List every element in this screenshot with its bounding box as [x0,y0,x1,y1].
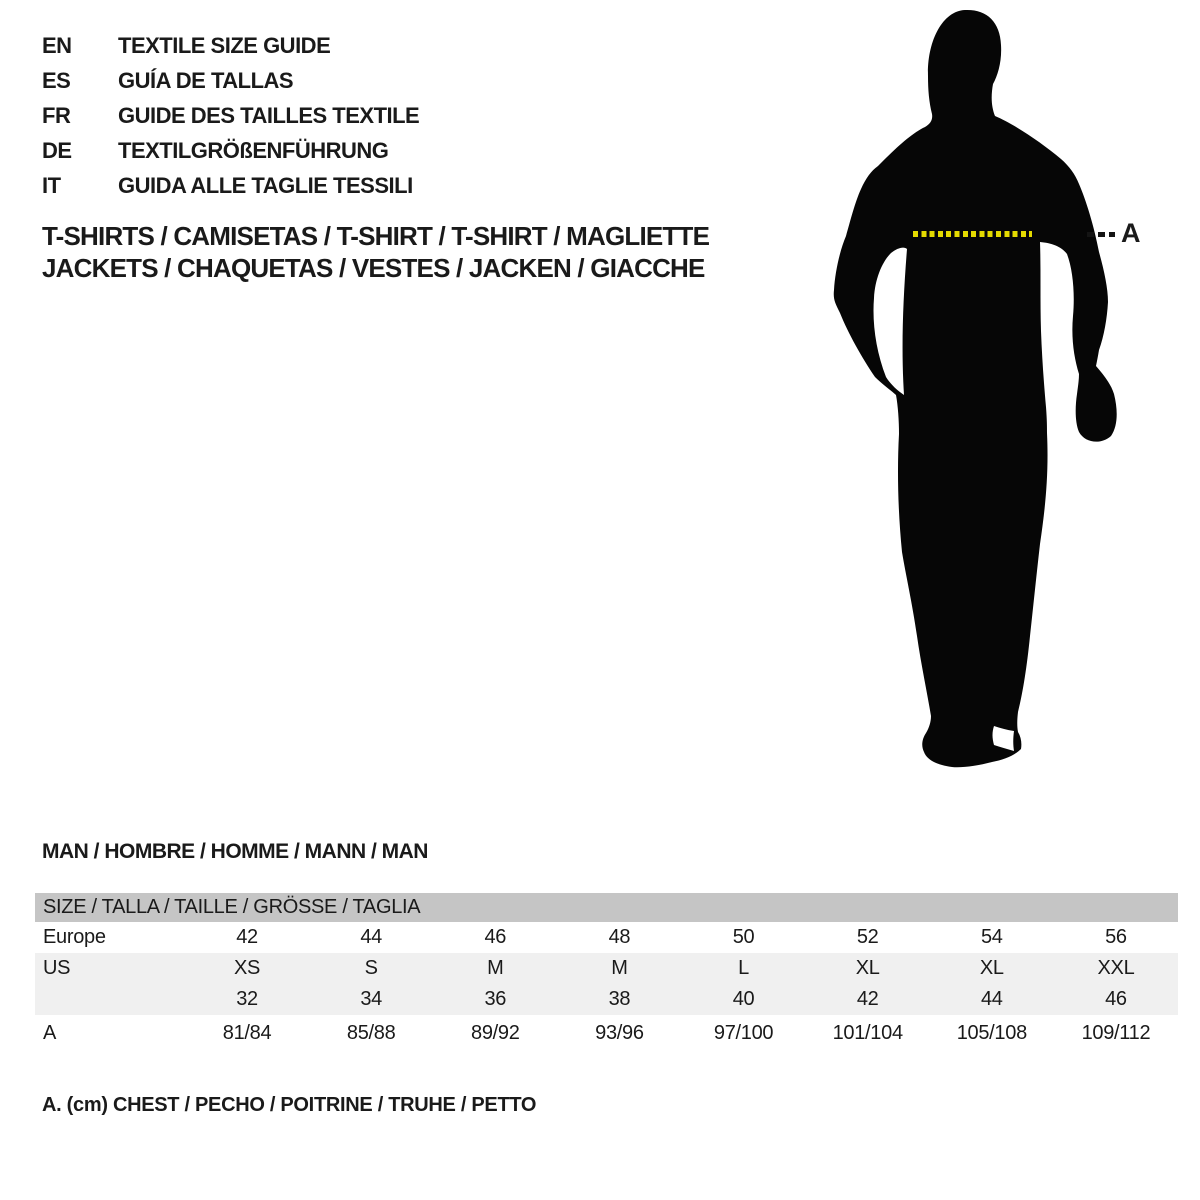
table-row [35,953,1178,984]
row-label: A [43,1021,57,1044]
list-item [42,98,419,133]
table-row [35,922,1178,953]
category-line-tshirts: T-SHIRTS / CAMISETAS / T-SHIRT / T-SHIRT / MAGLIETTE [42,221,710,251]
table-cell: M [611,957,628,979]
table-cell: 97/100 [713,1021,774,1044]
list-item [42,28,419,63]
chest-measure-dash-line [1087,232,1115,237]
language-title: GUIDA ALLE TAGLIE TESSILI [118,173,413,198]
table-cell: 42 [856,988,879,1010]
list-item [42,63,419,98]
table-cell: 34 [360,988,383,1010]
category-line-jackets: JACKETS / CHAQUETAS / VESTES / JACKEN / GIACCHE [42,253,705,283]
table-cell: 46 [1105,988,1127,1010]
table-cell: 40 [732,988,755,1010]
list-item [42,133,419,168]
language-code: EN [42,33,72,58]
table-cell: 44 [980,988,1003,1010]
language-code: FR [42,103,71,128]
table-cell: L [738,957,749,979]
table-cell: 52 [856,926,879,948]
table-cell: 42 [236,926,258,948]
man-silhouette-body [834,10,1117,767]
table-cell: 89/92 [471,1021,520,1044]
table-cell: M [487,957,504,979]
language-code: ES [42,68,71,93]
table-cell: S [364,957,378,979]
row-label: US [43,957,71,979]
chest-measure-label: A [1121,218,1141,248]
row-label: Europe [43,926,106,948]
language-code: IT [42,173,61,198]
table-cell: 105/108 [956,1021,1027,1044]
table-cell: XS [234,957,261,979]
size-table [35,893,1178,1051]
table-cell: 36 [484,988,507,1010]
table-row [35,984,1178,1015]
table-cell: 46 [484,926,507,948]
language-title: TEXTILE SIZE GUIDE [118,33,331,58]
table-cell: 48 [608,926,631,948]
table-cell: 81/84 [222,1021,272,1044]
table-cell: 93/96 [595,1021,644,1044]
list-item [42,168,419,203]
table-cell: 32 [236,988,258,1010]
table-row [35,1015,1178,1051]
size-table-header: SIZE / TALLA / TAILLE / GRÖSSE / TAGLIA [43,896,421,918]
language-title: GUIDE DES TAILLES TEXTILE [118,103,420,128]
table-cell: 56 [1105,926,1127,948]
category-heading [42,220,709,284]
table-cell: 38 [608,988,631,1010]
measurement-footnote: A. (cm) CHEST / PECHO / POITRINE / TRUHE / PETTO [42,1094,537,1116]
size-table-header-row [35,893,1178,922]
table-cell: 50 [732,926,755,948]
section-heading-man: MAN / HOMBRE / HOMME / MANN / MAN [42,840,428,863]
table-cell: 85/88 [346,1021,396,1044]
table-cell: 54 [980,926,1003,948]
table-cell: 44 [360,926,383,948]
table-cell: XL [979,957,1004,979]
table-cell: XXL [1097,957,1135,979]
chest-measure-dotted-line [913,231,1032,237]
table-cell: 101/104 [832,1021,903,1044]
language-title: TEXTILGRÖßENFÜHRUNG [118,138,389,163]
table-cell: 109/112 [1081,1021,1151,1044]
table-cell: XL [855,957,880,979]
language-code: DE [42,138,72,163]
man-silhouette-figure [828,3,1120,773]
language-title: GUÍA DE TALLAS [118,68,294,93]
language-guide-list [42,28,419,203]
